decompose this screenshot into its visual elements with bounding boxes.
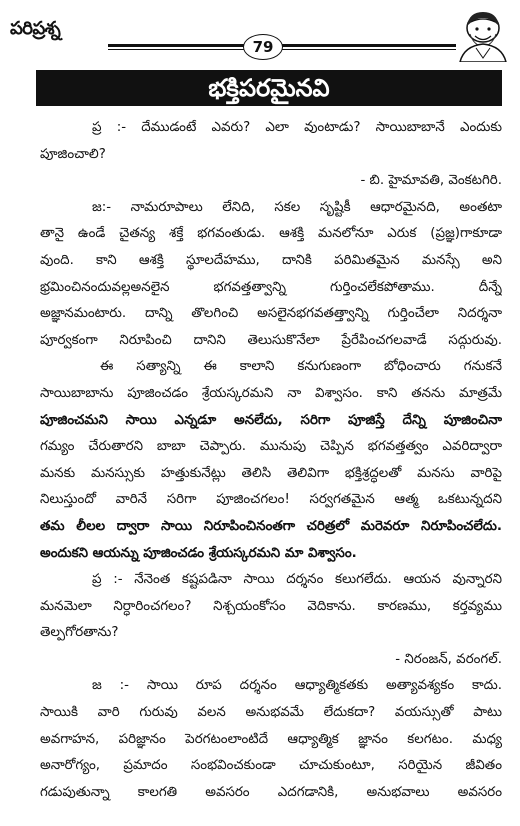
answer-1-line: అజ్ఞానమంటారు. దాన్ని తొలగించి అసలైనభగవతత్త్వాన్ని గుర్తించేలా నిదర్శనా bbox=[40, 306, 502, 322]
question-1-line: పూజించాలి? bbox=[40, 146, 106, 162]
answer-1-line: నిలుస్తుందో వారినే సరిగా పూజించగలం! సర్వగతమైన ఆత్మ ఒకటున్నదని bbox=[40, 492, 502, 508]
page-header bbox=[0, 0, 520, 64]
answer-1-line: గమ్యం చేరుతారని బాబా చెప్పారు. మునుపు చెప్పిన భగవత్తత్వం ఎవరిద్వారా bbox=[40, 439, 502, 455]
answer-2-line: అనారోగ్యం, ప్రమాదం సంభవించకుండా చూచుకుంటూ, సరియైన జీవితం bbox=[40, 758, 502, 774]
answer-1-line: మనకు మనస్సుకు హత్తుకునేట్లు తెలిసి తెలివిగా భక్తిశ్రద్ధలతో మనసు వారిపై bbox=[40, 465, 502, 481]
answer-2-line: జ :- సాయి రూప దర్శనం ఆధ్యాత్మికతకు అత్యావశ్యకం కాదు. bbox=[92, 678, 502, 694]
answer-1-line: వుంది. కాని ఆశక్తి స్థూలదేహము, దానికి పరిమితమైన మనస్సే అని bbox=[40, 252, 502, 268]
answer-2-line: అవగాహన, పరిజ్ఞానం పెరగటంలాంటిదే ఆధ్యాత్మిక జ్ఞానం కలగటం. మధ్య bbox=[40, 731, 502, 747]
question-2-line: ప్ర :- నేనెంత కష్టపడినా సాయి దర్శనం కలుగలేదు. ఆయన వున్నారని bbox=[92, 572, 502, 588]
magazine-title: పరిప్రశ్న bbox=[10, 18, 61, 39]
answer-1-line: భ్రమించినందువల్లఅనలైన భగవత్తత్వాన్ని గుర్తించలేకపోతాము. దీన్నే bbox=[40, 279, 502, 295]
answer-1-line: ఈ సత్యాన్ని ఈ కాలాని కనుగుణంగా బోధించారు గనుకనే bbox=[100, 359, 502, 375]
answer-2-line: గడుపుతున్నా కాలగతి అవసరం ఎదగడానికి, అనుభవాలు అవసరం bbox=[40, 784, 502, 800]
section-title: భక్తిపరమైనవి bbox=[36, 70, 502, 106]
answer-1-line: పూర్వకంగా నిరూపించి దానిని తెలుసుకొనేలా ప్రేరేపించగలవాడే సద్గురువు. bbox=[40, 332, 502, 348]
answer-1-line: తానై ఉండే చైతన్య శక్తే భగవంతుడు. ఆశక్తి మనలోనూ ఎరుక (ప్రజ్ఞ)గాకూడా bbox=[40, 226, 502, 242]
question-1-line: ప్ర :- దేముడంటే ఎవరు? ఎలా వుంటాడు? సాయిబాబానే ఎందుకు bbox=[92, 120, 502, 135]
article-body bbox=[40, 115, 502, 806]
questioner-2: - నిరంజన్, వరంగల్. bbox=[395, 651, 502, 667]
sai-baba-portrait-icon bbox=[456, 8, 510, 62]
answer-1-line: పూజించమని సాయి ఎన్నడూ అనలేదు, సరిగా పూజిస్తే దేన్ని పూజించినా bbox=[40, 412, 502, 428]
answer-1-line: అందుకని ఆయన్ను పూజించడం శ్రేయస్కరమని మా విశ్వాసం. bbox=[40, 545, 357, 561]
answer-1-line: తమ లీలల ద్వారా సాయి నిరూపించినంతగా చరిత్రలో మరెవరూ నిరూపించలేదు. bbox=[40, 518, 502, 534]
answer-1-line: జ:- నామరూపాలు లేనిది, సకల సృష్టికీ ఆధారమైనది, అంతటా bbox=[92, 199, 502, 215]
answer-2-line: సాయికి వారి గురువు వలన అనుభవమే లేదుకదా? వయస్సుతో పాటు bbox=[40, 705, 502, 721]
page-number: 79 bbox=[243, 34, 283, 60]
question-2-line: మనమెలా నిర్ధారించగలం? నిశ్చయంకోసం వెదికాను. కారణము, కర్తవ్యము bbox=[40, 598, 502, 614]
questioner-1: - బి. హైమావతి, వెంకటగిరి. bbox=[360, 173, 502, 189]
answer-1-line: సాయిబాబాను పూజించడం శ్రేయస్కరమని నా విశ్వాసం. కాని తనను మాత్రమే bbox=[40, 385, 502, 401]
question-2-line: తెల్పగోరతాను? bbox=[40, 625, 119, 641]
